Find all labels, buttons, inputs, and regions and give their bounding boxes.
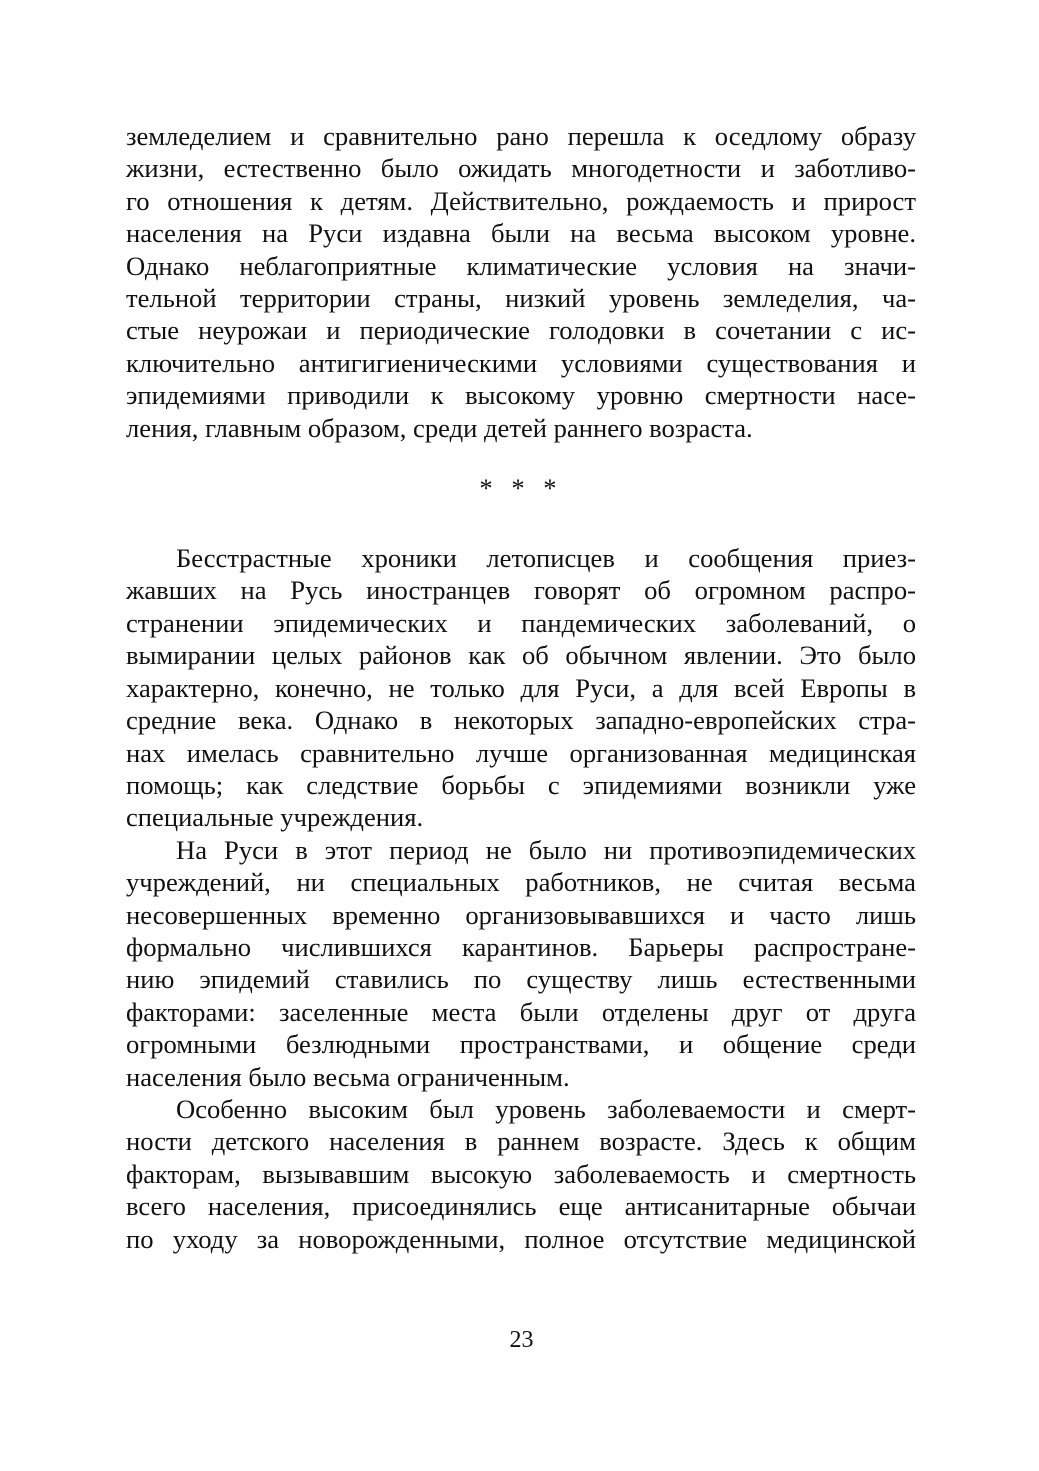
page-number: 23 <box>509 1327 534 1353</box>
text-line: населения было весьма ограниченным. <box>126 1061 570 1092</box>
paragraph <box>126 1093 916 1255</box>
text-line: по уходу за новорожденными, полное отсутствие медицинской <box>126 1223 916 1254</box>
text-line: нах имелась сравнительно лучше организованная медицинская <box>126 737 916 768</box>
text-line: ления, главным образом, среди детей раннего возраста. <box>126 412 753 443</box>
section-separator: * * * <box>479 473 563 504</box>
text-line: го отношения к детям. Действительно, рождаемость и прирост <box>126 185 916 216</box>
text-line: земледелием и сравнительно рано перешла к оседлому образу <box>126 121 916 151</box>
text-line: Бесстрастные хроники летописцев и сообщения приез- <box>176 543 916 574</box>
text-line: специальные учреждения. <box>126 802 424 833</box>
text-line: помощь; как следствие борьбы с эпидемиями возникли уже <box>126 769 916 800</box>
paragraph <box>126 834 916 1093</box>
text-line: несовершенных временно организовывавшихся и часто лишь <box>126 899 916 930</box>
text-line: нию эпидемий ставились по существу лишь естественными <box>126 964 916 995</box>
text-line: странении эпидемических и пандемических заболеваний, о <box>126 607 916 638</box>
text-line: тельной территории страны, низкий уровень земледелия, ча- <box>126 283 916 314</box>
text-line: стые неурожаи и периодические голодовки в сочетании с ис- <box>126 315 916 346</box>
text-line: вымирании целых районов как об обычном явлении. Это было <box>126 640 916 671</box>
text-line: жавших на Русь иностранцев говорят об огромном распро- <box>126 575 916 606</box>
paragraph-continuation <box>126 120 916 444</box>
page-body <box>126 120 916 1255</box>
text-line: Особенно высоким был уровень заболеваемости и смерт- <box>176 1093 916 1124</box>
text-line: ключительно антигигиеническими условиями существования и <box>126 347 916 378</box>
text-line: жизни, естественно было ожидать многодетности и заботливо- <box>126 153 916 184</box>
text-line: Однако неблагоприятные климатические условия на значи- <box>126 250 916 281</box>
paragraph <box>126 542 916 834</box>
text-line: факторами: заселенные места были отделены друг от друга <box>126 996 916 1027</box>
text-line: всего населения, присоединялись еще антисанитарные обычаи <box>126 1191 916 1222</box>
text-line: На Руси в этот период не было ни противоэпидемических <box>176 834 916 865</box>
text-line: средние века. Однако в некоторых западно-европейских стра- <box>126 705 916 736</box>
text-line: характерно, конечно, не только для Руси, а для всей Европы в <box>126 672 916 703</box>
text-line: эпидемиями приводили к высокому уровню смертности насе- <box>126 380 916 411</box>
text-line: факторам, вызывавшим высокую заболеваемость и смертность <box>126 1158 916 1189</box>
text-line: формально числившихся карантинов. Барьеры распростране- <box>126 931 916 962</box>
text-line: огромными безлюдными пространствами, и общение среди <box>126 1029 916 1060</box>
text-line: населения на Руси издавна были на весьма высоком уровне. <box>126 218 916 249</box>
text-line: ности детского населения в раннем возрасте. Здесь к общим <box>126 1126 916 1157</box>
text-line: учреждений, ни специальных работников, не считая весьма <box>126 867 916 898</box>
